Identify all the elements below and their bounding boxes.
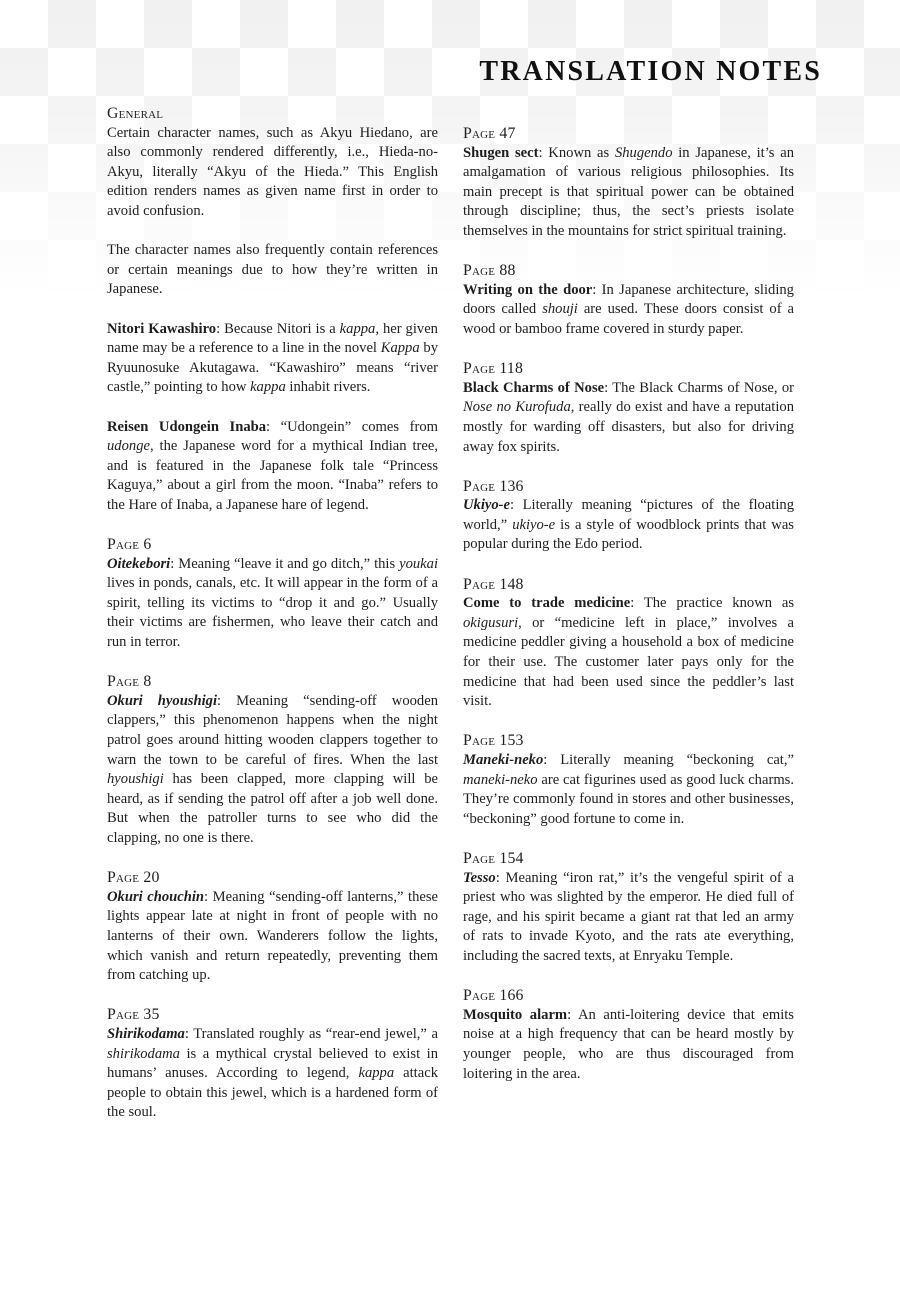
note-term: Mosquito alarm (463, 1006, 568, 1023)
right-column (463, 124, 794, 1104)
note-term: Okuri hyoushigi (107, 692, 218, 709)
note-text: , the Japanese word for a mythical Indian tree, and is featured in the Japanese folk tale “Princess Kaguya,” about a girl from the moon. “Inaba” refers to the Hare of Inaba, a Japanese hare of legend. (107, 438, 438, 513)
note-paragraph (463, 869, 794, 967)
note-term: okigusuri (463, 614, 519, 631)
page-title: TRANSLATION NOTES (479, 56, 822, 87)
note-paragraph (107, 888, 438, 986)
note-text: , really do exist and have a reputation mostly for warding off disasters, but also for driving away fox spirits. (463, 399, 794, 455)
note-text: by Ryuunosuke Akutagawa. “Kawashiro” means “river castle,” pointing to how (107, 340, 438, 396)
section-heading: Page 20 (107, 869, 160, 887)
section-heading: Page 153 (463, 732, 524, 750)
note-text: : Meaning “iron rat,” it’s the vengeful spirit of a priest who was slighted by the emperor. He died full of rage, and his spirit became a giant rat that led an army of rats to invade Kyoto, and the rats ate everything, including the sacred texts, at Enryaku Temple. (463, 869, 794, 964)
note-paragraph (107, 124, 438, 222)
note-paragraph (463, 144, 794, 242)
note-paragraph (463, 496, 794, 555)
note-section-page-6 (107, 535, 438, 653)
note-section-page-20 (107, 868, 438, 986)
note-term: kappa (339, 320, 376, 337)
note-section-page-47 (463, 124, 794, 242)
section-heading: General (107, 105, 164, 122)
note-text: , her given name may be a reference to a line in the novel (107, 320, 438, 357)
note-term: Black Charms of Nose (463, 379, 605, 396)
note-term: kappa (250, 379, 286, 396)
note-paragraph (463, 1006, 794, 1084)
section-heading: Page 166 (463, 987, 524, 1005)
section-heading: Page 118 (463, 360, 524, 378)
note-section-page-35 (107, 1005, 438, 1123)
note-term: Shugen sect (463, 144, 539, 161)
note-text: : Literally meaning “pictures of the floating world,” (463, 497, 794, 533)
note-term: Nose no Kurofuda (463, 399, 571, 416)
note-text: inhabit rivers. (285, 379, 371, 396)
note-term: Writing on the door (463, 281, 593, 298)
note-section-page-154 (463, 849, 794, 967)
note-paragraph (107, 320, 438, 398)
note-term: youkai (399, 555, 438, 572)
note-section-page-136 (463, 477, 794, 555)
note-text: Certain character names, such as Akyu Hiedano, are also commonly rendered differently, i.e., Hieda-no-Akyu, literally “Akyu of the Hieda.” This English edition renders names as given name first in order to avoid confusion. (107, 124, 438, 219)
note-term: kappa (358, 1065, 395, 1082)
note-section-page-153 (463, 731, 794, 829)
note-text: : An anti-loitering device that emits noise at a high frequency that can be heard mostly by younger people, who are thus discouraged from loitering in the area. (463, 1006, 794, 1082)
note-text: : Translated roughly as “rear-end jewel,” a (184, 1025, 438, 1042)
note-text: : The Black Charms of Nose, or (604, 379, 794, 396)
note-term: Reisen Udongein Inaba (107, 418, 267, 435)
note-text: : Meaning “leave it and go ditch,” this (170, 555, 400, 572)
note-text: is a style of woodblock prints that was popular during the Edo period. (463, 516, 794, 553)
note-term: Ukiyo-e (463, 497, 511, 514)
note-text: are used. These doors consist of a wood or bamboo frame covered in sturdy paper. (463, 301, 794, 337)
note-term: Nitori Kawashiro (107, 320, 217, 337)
note-term: Oitekebori (107, 555, 171, 572)
note-term: Shirikodama (107, 1025, 185, 1042)
note-text: The character names also frequently contain references or certain meanings due to how they’re written in Japanese. (107, 242, 438, 298)
note-text: attack people to obtain this jewel, which is a hardened form of the soul. (107, 1065, 438, 1121)
note-text: : Known as (538, 144, 615, 161)
section-heading: Page 8 (107, 673, 152, 691)
note-term: Tesso (463, 869, 496, 886)
note-text: : Meaning “sending-off lanterns,” these lights appear late at night in front of people with no lanterns of their own. Wanderers follow the lights, which vanish and return repeatedly, preventing them from catching up. (107, 888, 439, 984)
note-term: Okuri chouchin (107, 888, 205, 905)
note-term: shirikodama (107, 1045, 180, 1062)
note-paragraph (463, 281, 794, 340)
note-paragraph (107, 241, 438, 300)
note-paragraph (107, 418, 438, 516)
left-column (107, 104, 438, 1142)
note-section-page-8 (107, 672, 438, 848)
section-heading: Page 47 (463, 125, 516, 142)
section-heading: Page 6 (107, 536, 152, 554)
note-paragraph (463, 594, 794, 712)
note-term: udonge (107, 438, 150, 455)
note-text: , or “medicine left in place,” involves a medicine peddler giving a household a box of medicine for their use. The customer later pays only for the medicine that had been used since the peddler’s last visit. (463, 614, 794, 710)
note-text: in Japanese, it’s an amalgamation of various religious philosophies. Its main precept is that spiritual power can be obtained through discipline; thus, the sect’s priests isolate themselves in the mountains for strict spiritual training. (463, 144, 794, 239)
section-heading: Page 35 (107, 1006, 160, 1024)
note-term: ukiyo-e (512, 516, 556, 533)
note-text: : “Udongein” comes from (266, 418, 438, 435)
section-heading: Page 136 (463, 477, 524, 495)
note-paragraph (463, 379, 794, 457)
note-text: : The practice known as (630, 595, 794, 612)
note-text: : In Japanese architecture, sliding doors called (463, 281, 794, 318)
note-section-general (107, 104, 438, 515)
note-term: Shugendo (614, 144, 673, 161)
note-section-page-118 (463, 359, 794, 457)
note-section-page-88 (463, 261, 794, 339)
section-heading: Page 88 (463, 262, 516, 280)
note-paragraph (463, 751, 794, 829)
note-term: Come to trade medicine (463, 595, 631, 612)
note-paragraph (107, 692, 438, 849)
note-term: hyoushigi (107, 771, 164, 788)
note-text: is a mythical crystal believed to exist in humans’ anuses. According to legend, (107, 1045, 438, 1082)
note-section-page-148 (463, 575, 794, 712)
note-text: has been clapped, more clapping will be heard, as if sending the patrol off after a job well done. But when the patroller turns to see who did the clapping, no one is there. (107, 771, 438, 846)
note-text: : Meaning “sending-off wooden clappers,” this phenomenon happens when the night patrol goes around hitting wooden clappers together to warn the town to be careful of fires. When the last (107, 692, 438, 768)
note-section-page-166 (463, 986, 794, 1084)
note-text: : Because Nitori is a (216, 320, 340, 337)
section-heading: Page 154 (463, 849, 524, 867)
note-term: Maneki-neko (463, 752, 544, 768)
note-paragraph (107, 1025, 438, 1123)
note-text: are cat figurines used as good luck charms. They’re commonly found in stores and other businesses, “beckoning” good fortune to come in. (463, 771, 794, 827)
note-paragraph (107, 555, 438, 653)
note-text: lives in ponds, canals, etc. It will appear in the form of a spirit, telling its victims to “drop it and go.” Usually their victims are fishermen, who leave their catch and run in terror. (107, 575, 438, 651)
note-term: Kappa (380, 340, 420, 357)
note-text: : Literally meaning “beckoning cat,” (543, 752, 794, 768)
section-heading: Page 148 (463, 575, 524, 593)
note-term: shouji (542, 301, 578, 318)
note-term: maneki-neko (463, 771, 538, 788)
